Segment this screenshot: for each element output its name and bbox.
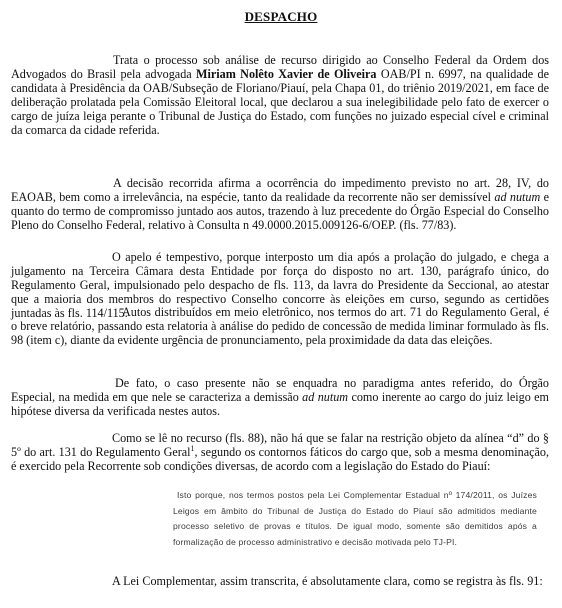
paragraph-6: Como se lê no recurso (fls. 88), não há que se falar na restrição objeto da alínea “d” do § 5º do art. 131 do Regulamento Geral$^1$, segundo os contornos fáticos do cargo que, sob a mesma denominação, é exercido pela Recorrente sob condições diversas, de acordo com a legislação do Estado do Piauí:: [11, 431, 549, 474]
paragraph-1: Trata o processo sob análise de recurso dirigido ao Conselho Federal da Ordem dos Advogados do Brasil pela advogada Miriam Nolêto Xavier de Oliveira OAB/PI n. 6997, na qualidade de candidata à Presidência da OAB/Subseção de Floriano/Piauí, pela Chapa 01, do triênio 2019/2021, em face de deliberação prolatada pela Comissão Eleitoral local, que declarou a sua inelegibilidade pelo fato de exercer o cargo de juíza leiga perante o Tribunal de Justiça do Estado, com funções no juizado especial cível e criminal da comarca da cidade referida.: [11, 53, 550, 138]
footnote-marker: 1: [190, 444, 195, 454]
appellant-name: Miriam Nolêto Xavier de Oliveira: [196, 67, 377, 82]
paragraph-2: A decisão recorrida afirma a ocorrência do impedimento previsto no art. 28, IV, do EAOAB, bem como a irrelevância, na espécie, tanto da realidade da recorrente não ser demissível ad nutum e quanto do termo de compromisso juntado aos autos, trazendo à luz precedente do Órgão Especial do Conselho Pleno do Conselho Federal, relativo à Consulta n 49.0000.2015.009126-6/OEP. (fls. 77/83).: [11, 176, 549, 233]
paragraph-5: De fato, o caso presente não se enquadra no paradigma antes referido, do Órgão Especial, na medida em que nele se caracteriza a demissão ad nutum como inerente ao cargo do juiz leigo em hipótese diversa da verificada nestes autos.: [11, 376, 549, 419]
paragraph-7: A Lei Complementar, assim transcrita, é absolutamente clara, como se registra às fls. 91:: [112, 574, 543, 588]
document-title: DESPACHO: [244, 9, 318, 24]
quoted-excerpt: Isto porque, nos termos postos pela Lei Complementar Estadual nº 174/2011, os Juízes Leigos em âmbito do Tribunal de Justiça do Estado do Piauí são admitidos mediante processo seletivo de provas e títulos. De igual modo, somente são demitidos após a formalização de processo administrativo e decisão motivada pelo TJ-PI.: [173, 490, 537, 548]
paragraph-3: O apelo é tempestivo, porque interposto um dia após a prolação do julgado, e chega a julgamento na Terceira Câmara desta Entidade por força do disposto no art. 130, parágrafo único, do Regulamento Geral, impulsionado pelo despacho de fls. 113, da lavra do Presidente da Seccional, ao atestar que a maioria dos membros do respectivo Conselho concorre às eleições em curso, segundo as certidões juntadas às fls. 114/115.: [11, 250, 549, 321]
paragraph-4: Autos distribuídos em meio eletrônico, nos termos do art. 71 do Regulamento Geral, é o breve relatório, passando esta relatoria à análise do pedido de concessão de medida liminar formulado às fls. 98 (item c), diante da evidente urgência de pronunciamento, pela proximidade da data das eleições.: [11, 305, 549, 348]
